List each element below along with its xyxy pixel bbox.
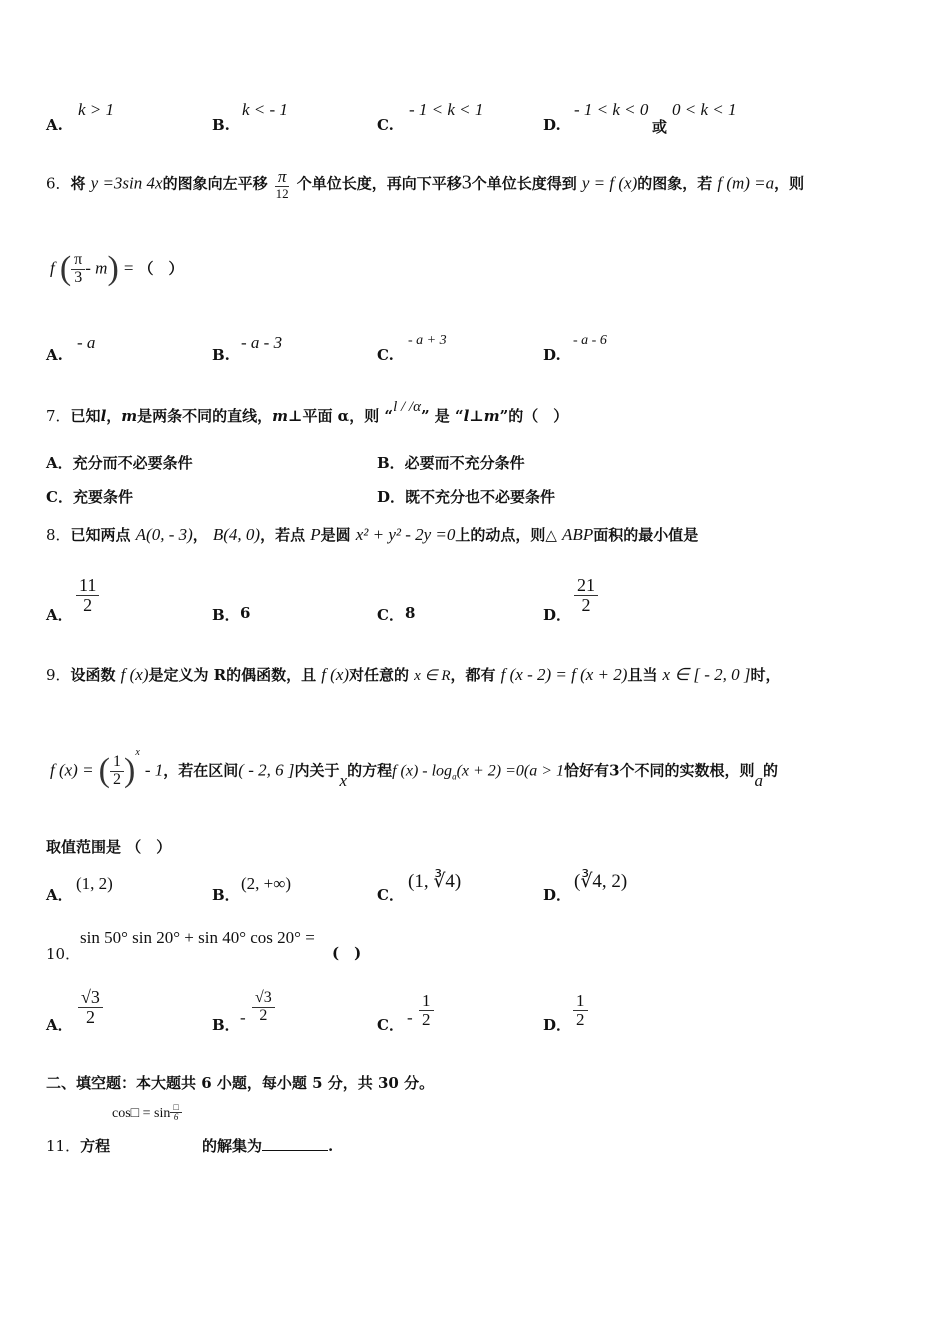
q8-text: ，: [192, 526, 208, 544]
q6-option-b-expr: - a - 3: [241, 333, 283, 352]
q8-option-d-fraction: $\frac{21}{2}$: [574, 576, 598, 615]
q10-option-c-sign: -: [407, 1008, 413, 1027]
q8-text: ，若点: [260, 526, 306, 544]
q11-answer-blank[interactable]: [262, 1136, 328, 1151]
q6-option-a-label: A.: [46, 346, 63, 364]
q6-text: 个单位长度，再向下平移: [296, 174, 462, 193]
q10-option-a-fraction: $\frac{√3}{2}$: [78, 988, 103, 1027]
q9-equation: f (x) - log: [392, 762, 453, 780]
q8-point-b: B(4, 0): [212, 525, 261, 544]
q9-option-d-expr: (∛4, 2): [574, 871, 628, 892]
q8-option-c-value: 8: [405, 604, 416, 622]
q10-option-a-label: A．: [46, 1016, 73, 1034]
q9-log-base: a: [452, 771, 457, 782]
q6-option-c-label: C.: [377, 346, 394, 364]
q6-option-a-expr: - a: [77, 333, 96, 352]
q6-minus-m: - m: [85, 258, 108, 278]
q9-exponent: x: [135, 747, 140, 759]
q6-text: 将: [70, 174, 86, 193]
q9-minus-one: - 1: [144, 760, 164, 780]
q6-text: 的图象，若: [637, 174, 713, 193]
q8-text: 是圆: [320, 526, 351, 544]
q9-text: 时，: [750, 666, 781, 684]
q10-number: 10．: [46, 945, 81, 963]
q9-text: 对任意的: [349, 666, 410, 684]
q6-right-paren: ): [107, 250, 119, 287]
q11-text: .: [328, 1137, 334, 1155]
q9-range-interval: ( - 2, 6 ]: [238, 760, 295, 780]
q6-option-c-expr: - a + 3: [408, 333, 447, 348]
q5-option-c-expr: - 1 < k < 1: [409, 100, 484, 119]
q7-text: ，: [106, 407, 122, 425]
q7-line-m: m: [272, 407, 289, 425]
q5-option-a-expr: k > 1: [78, 100, 115, 119]
q9-option-a-label: A．: [46, 886, 73, 904]
q9-option-c-label: C．: [377, 886, 404, 904]
q6-shift-down: 3: [461, 171, 472, 194]
q7-text: 已知: [70, 407, 101, 425]
q6-text: ，则: [774, 174, 805, 193]
q10-option-d-fraction: $\frac{1}{2}$: [573, 992, 588, 1029]
q5-option-a-label: A.: [46, 116, 63, 134]
q6-option-d-expr: - a - 6: [573, 333, 607, 348]
q9-text: 的偶函数，且: [226, 666, 317, 684]
q9-three: 3: [609, 761, 620, 780]
q8-option-a-fraction: $\frac{11}{2}$: [76, 576, 99, 615]
q6-option-d-label: D.: [543, 346, 561, 364]
q8-point-p: P: [310, 525, 321, 544]
q7-option-b: B．必要而不充分条件: [377, 454, 525, 472]
q8-option-c-label: C．: [377, 606, 404, 624]
q8-text: 已知两点: [70, 526, 131, 544]
q11-text: 的解集为: [202, 1137, 263, 1155]
q10-option-b-label: B．: [212, 1016, 240, 1034]
q9-text: 恰好有: [564, 761, 610, 780]
q11-text: 方程: [80, 1137, 111, 1155]
section-fill-in-title: 二、填空题：本大题共 6 小题，每小题 5 分，共 30 分。: [46, 1074, 435, 1092]
q6-text: 的图象向左平移: [162, 174, 268, 193]
q9-text: 是定义为: [148, 666, 209, 684]
q9-equation-rest: (x + 2) =0(a > 1: [456, 762, 565, 780]
q7-stem: [46, 399, 569, 426]
q8-option-b-label: B．: [212, 606, 240, 624]
q5-option-b-expr: k < - 1: [242, 100, 288, 119]
q8-circle-eq: x² + y² - 2y =0: [355, 525, 456, 544]
q9-option-a-expr: (1, 2): [76, 874, 113, 893]
q9-interval: x ∈ [ - 2, 0 ]: [662, 665, 751, 684]
q11-expr: [112, 1102, 182, 1122]
q9-text: 的方程: [347, 761, 393, 780]
q11-expr-text: cos□ = sin: [112, 1106, 171, 1121]
q7-text: ”的（ ）: [499, 407, 569, 425]
q9-real-set: R: [213, 666, 227, 684]
q10-option-b-sign: -: [240, 1008, 246, 1027]
q9-option-d-label: D．: [543, 886, 572, 904]
q7-parallel-expr: l / /α: [393, 399, 421, 415]
q9-text: 个不同的实数根，则: [619, 761, 755, 780]
q6-number: 6．: [46, 174, 71, 193]
q9-var-x: x: [339, 770, 348, 790]
q6-pi-third-fraction: $\frac{\pi}{3}$: [71, 252, 85, 287]
q5-option-d-label: D.: [543, 116, 561, 134]
q6-answer-paren: （ ）: [138, 259, 184, 278]
q9-fx: f (x): [321, 665, 350, 684]
q6-equals: =: [123, 258, 134, 278]
q9-x-in-r: x ∈ R: [414, 668, 451, 684]
q5-option-c-label: C.: [377, 116, 394, 134]
q7-perp-expr: l⊥m: [463, 407, 500, 425]
q9-text: 内关于: [294, 761, 340, 780]
q6-expr-fm: f (m) =a: [717, 173, 775, 193]
q9-var-a: a: [754, 770, 764, 790]
q5-option-b-label: B.: [212, 116, 230, 134]
q6-text: 个单位长度得到: [471, 174, 577, 193]
q10-expr: sin 50° sin 20° + sin 40° cos 20° =: [80, 928, 315, 947]
q7-option-c: C．充要条件: [46, 488, 133, 506]
q6-f: f: [50, 258, 55, 278]
q5-option-d-expr2: 0 < k < 1: [672, 100, 737, 119]
q9-text: 设函数: [70, 666, 116, 684]
q9-periodic-eq: f (x - 2) = f (x + 2): [500, 665, 628, 684]
q9-option-b-expr: (2, +∞): [241, 874, 292, 893]
q9-text: 的: [763, 761, 779, 780]
q9-text: ，都有: [450, 666, 496, 684]
q10-option-d-label: D．: [543, 1016, 572, 1034]
q7-line-l: l: [100, 407, 107, 425]
q9-stem-line1: [46, 664, 781, 685]
q5-option-d-expr1: - 1 < k < 0: [574, 100, 649, 119]
q7-option-a: A．充分而不必要条件: [46, 454, 193, 472]
q9-text: 且当: [627, 666, 658, 684]
q9-option-c-expr: (1, ∛4): [408, 871, 462, 892]
q7-text: 是两条不同的直线，: [137, 407, 273, 425]
q9-stem-line2: [50, 747, 779, 790]
q10-option-c-fraction: $\frac{1}{2}$: [419, 992, 434, 1029]
q9-text: ，若在区间: [163, 761, 239, 780]
q9-def-fx: f (x) =: [50, 760, 94, 780]
q9-half-fraction: $\frac{1}{2}$: [110, 754, 124, 789]
q10-option-c-label: C．: [377, 1016, 404, 1034]
q8-option-a-label: A．: [46, 606, 73, 624]
q9-option-b-label: B．: [212, 886, 240, 904]
q10-option-b-fraction: $\frac{√3}{2}$: [252, 990, 275, 1025]
q8-point-a: A(0, - 3): [135, 525, 193, 544]
q9-left-paren: (: [98, 752, 110, 789]
q9-right-paren: ): [123, 752, 136, 789]
q11-stem-rest: [202, 1135, 333, 1156]
q8-number: 8．: [46, 526, 71, 544]
q9-fx: f (x): [120, 665, 149, 684]
q9-stem-line3: 取值范围是 （ ）: [46, 838, 172, 856]
q6-stem-line1: [46, 168, 804, 200]
q6-expr-fx: y = f (x): [581, 173, 638, 193]
q8-stem: [46, 524, 698, 545]
q8-triangle-abp: ABP: [562, 525, 594, 544]
q8-text: 上的动点，则△: [455, 526, 557, 544]
q11-fraction: $\frac{□}{6}$: [170, 1102, 181, 1121]
q7-number: 7．: [46, 407, 71, 425]
q8-text: 面积的最小值是: [593, 526, 699, 544]
q7-text: ⊥平面 α，则 “: [288, 407, 394, 425]
q11-stem: [46, 1135, 110, 1156]
q6-left-paren: (: [59, 250, 72, 287]
q8-option-b-value: 6: [240, 604, 251, 622]
q6-expr-original: y =3sin 4x: [90, 173, 163, 193]
q10-answer-paren: ( ): [332, 944, 362, 962]
q7-text: ” 是 “: [420, 407, 464, 425]
q7-line-m: m: [121, 407, 138, 425]
q8-option-d-label: D．: [543, 606, 572, 624]
q7-option-d: D．既不充分也不必要条件: [377, 488, 556, 506]
q6-option-b-label: B.: [212, 346, 230, 364]
q6-stem-line2: [50, 250, 184, 288]
q5-option-d-or: 或: [652, 118, 668, 136]
q6-shift-fraction: $\frac{\pi}{12}$: [275, 167, 289, 201]
q11-number: 11．: [46, 1137, 81, 1155]
q9-number: 9．: [46, 666, 71, 684]
